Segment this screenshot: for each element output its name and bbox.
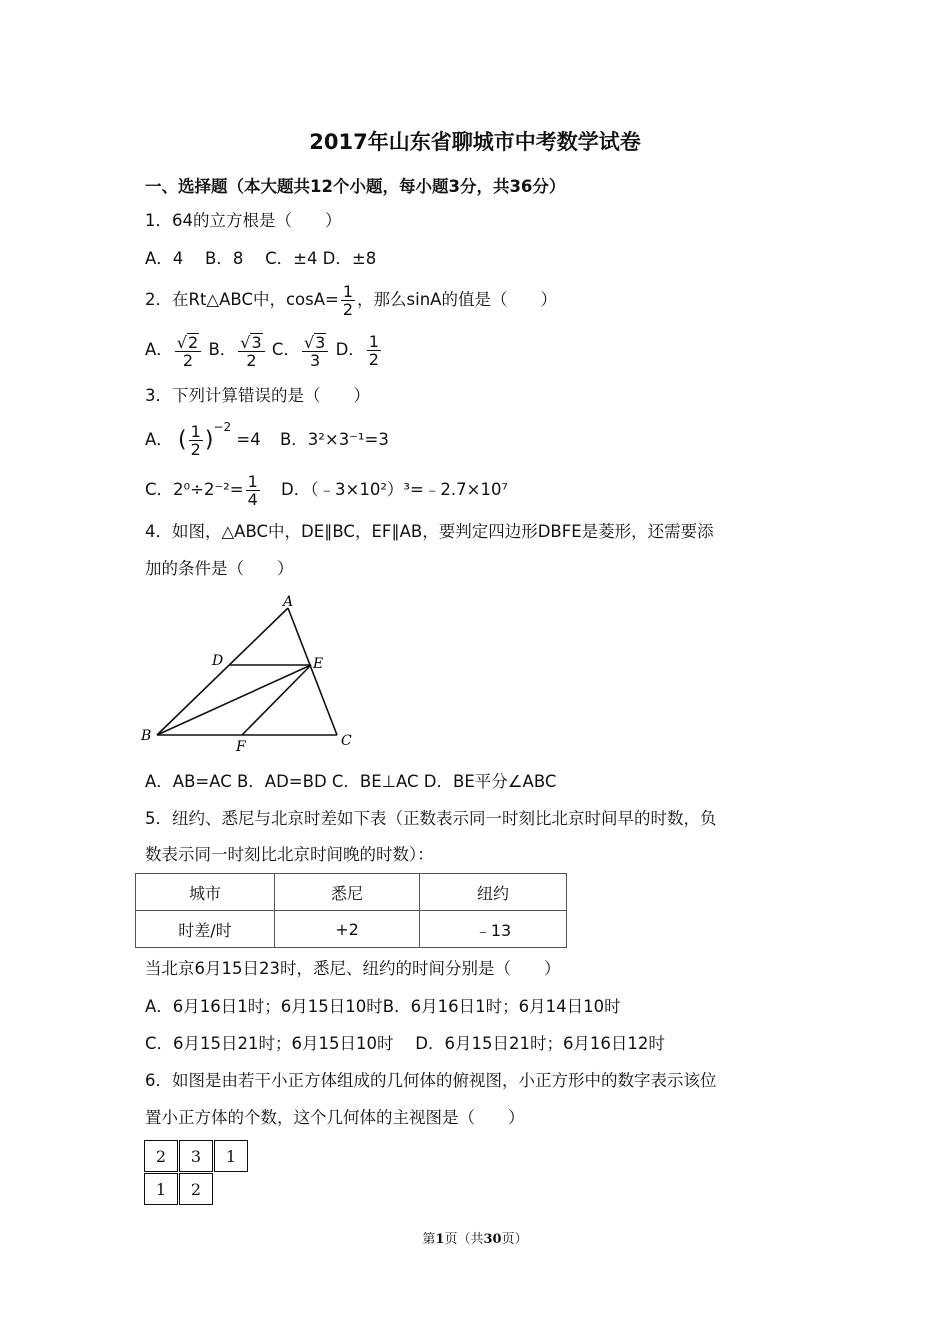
- q3-opt-d: D．（﹣3×10²）³=﹣2.7×10⁷: [281, 480, 509, 499]
- grid-cell: 2: [144, 1140, 178, 1172]
- q3-opt-b: B．3²×3⁻¹=3: [279, 430, 389, 449]
- q2-opt-d-fraction: [367, 333, 381, 368]
- sqrt-icon: √: [176, 332, 187, 352]
- q3-opt-a-fraction: [189, 423, 203, 458]
- table-header-cell: 城市: [136, 874, 275, 911]
- point-label-f: F: [236, 739, 246, 755]
- q5-stem-line3: 当北京6月15日23时，悉尼、纽约的时间分别是（ ）: [145, 959, 561, 978]
- q2-opt-b-den: 2: [246, 350, 257, 370]
- point-label-e: E: [313, 656, 324, 672]
- q6-stem-line2: 置小正方体的个数，这个几何体的主视图是（ ）: [145, 1108, 525, 1127]
- q2-stem-text-b: ，那么sinA的值是（ ）: [357, 290, 557, 309]
- q2-opt-a-den: 2: [182, 350, 194, 370]
- edge-ab: [157, 608, 288, 735]
- segment-be: [157, 665, 311, 735]
- q2-opt-a-num: 2: [188, 332, 199, 352]
- triangle-figure: [135, 590, 375, 755]
- q4-stem-line1: 4．如图，△ABC中，DE∥BC，EF∥AB，要判定四边形DBFE是菱形，还需要添: [145, 522, 714, 541]
- time-difference-table: [135, 873, 567, 948]
- q5-options-cd: C．6月15日21时；6月15日10时 D．6月15日21时；6月16日12时: [145, 1034, 665, 1053]
- footer-page-number: 1: [435, 1232, 445, 1247]
- left-paren-icon: (: [178, 427, 187, 453]
- q4-stem-line2: 加的条件是（ ）: [145, 559, 294, 578]
- top-view-grid: [144, 1140, 254, 1210]
- q2-stem-text-a: 2．在Rt△ABC中，cosA=: [145, 290, 339, 309]
- sqrt-icon: √: [303, 332, 315, 352]
- grid-cell: 1: [214, 1140, 248, 1172]
- q2-opt-a-fraction: [175, 333, 201, 369]
- q5-stem-line2: 数表示同一时刻比北京时间晚的时数）：: [145, 845, 434, 864]
- q2-options: [145, 328, 383, 372]
- q2-opt-c-fraction: [302, 333, 328, 369]
- q2-opt-label-d: D．: [335, 340, 365, 359]
- q2-opt-label-c: C．: [271, 340, 300, 359]
- q3-opt-c-den: 4: [247, 490, 258, 509]
- page-footer: [0, 1228, 950, 1247]
- q2-opt-d-den: 2: [368, 350, 379, 369]
- page-title: 2017年山东省聊城市中考数学试卷: [309, 130, 641, 154]
- table-cell: ﹣13: [420, 911, 567, 948]
- q2-stem-fraction: [341, 283, 355, 318]
- q3-stem: 3．下列计算错误的是（ ）: [145, 386, 370, 405]
- point-label-b: B: [141, 728, 152, 744]
- right-paren-icon: ): [204, 427, 214, 453]
- q3-opt-c-num: 1: [247, 472, 258, 491]
- point-label-c: C: [341, 733, 352, 749]
- q1-stem: 1．64的立方根是（ ）: [145, 211, 342, 230]
- q2-opt-b-fraction: [238, 333, 264, 369]
- q2-opt-b-num: 3: [251, 332, 262, 352]
- q3-opt-a-rest: =4: [236, 430, 261, 449]
- footer-total-pages: 30: [483, 1232, 502, 1247]
- q3-opt-a-exponent: −2: [213, 420, 232, 434]
- grid-cell: 1: [144, 1173, 178, 1205]
- footer-suffix: 页）: [501, 1232, 528, 1247]
- q3-opt-a-num: 1: [190, 422, 201, 441]
- q3-options-ab: [145, 418, 389, 463]
- q6-stem-line1: 6．如图是由若干小正方体组成的几何体的俯视图，小正方形中的数字表示该位: [145, 1071, 717, 1090]
- q2-opt-label-b: B．: [208, 340, 237, 359]
- sqrt-icon: √: [240, 332, 251, 352]
- q2-opt-c-num: 3: [315, 332, 326, 352]
- q2-stem-frac-den: 2: [342, 300, 354, 319]
- table-header-cell: 悉尼: [275, 874, 420, 911]
- q4-options: A．AB=AC B．AD=BD C．BE⊥AC D．BE平分∠ABC: [145, 772, 557, 791]
- q2-opt-label-a: A．: [145, 340, 173, 359]
- q3-opt-a-den: 2: [190, 440, 201, 459]
- q2-opt-c-den: 3: [310, 350, 321, 370]
- section-heading: 一、选择题（本大题共12个小题，每小题3分，共36分）: [145, 177, 566, 196]
- q2-stem-frac-num: 1: [342, 282, 354, 301]
- q2-opt-d-num: 1: [368, 332, 379, 351]
- q5-options-ab: A．6月16日1时；6月15日10时B．6月16日1时；6月14日10时: [145, 997, 621, 1016]
- q3-opt-c-fraction: [246, 473, 260, 508]
- q3-options-cd: [145, 468, 508, 512]
- q5-stem-line1: 5．纽约、悉尼与北京时差如下表（正数表示同一时刻比北京时间早的时数，负: [145, 809, 717, 828]
- table-cell: +2: [275, 911, 420, 948]
- point-label-a: A: [283, 594, 294, 610]
- q3-opt-label-a: A．: [145, 430, 173, 449]
- segment-ef: [242, 665, 311, 735]
- point-label-d: D: [212, 653, 224, 669]
- q2-stem: [145, 280, 557, 320]
- q3-opt-c-label: C．2⁰÷2⁻²=: [145, 480, 244, 499]
- footer-prefix: 第: [422, 1232, 436, 1247]
- table-row: [136, 911, 567, 948]
- q1-options: A．4 B．8 C．±4 D．±8: [145, 249, 377, 268]
- table-cell: 时差/时: [136, 911, 275, 948]
- grid-cell: 2: [179, 1173, 213, 1205]
- table-row: [136, 874, 567, 911]
- footer-mid: 页（共: [444, 1232, 484, 1247]
- table-header-cell: 纽约: [420, 874, 567, 911]
- grid-cell: 3: [179, 1140, 213, 1172]
